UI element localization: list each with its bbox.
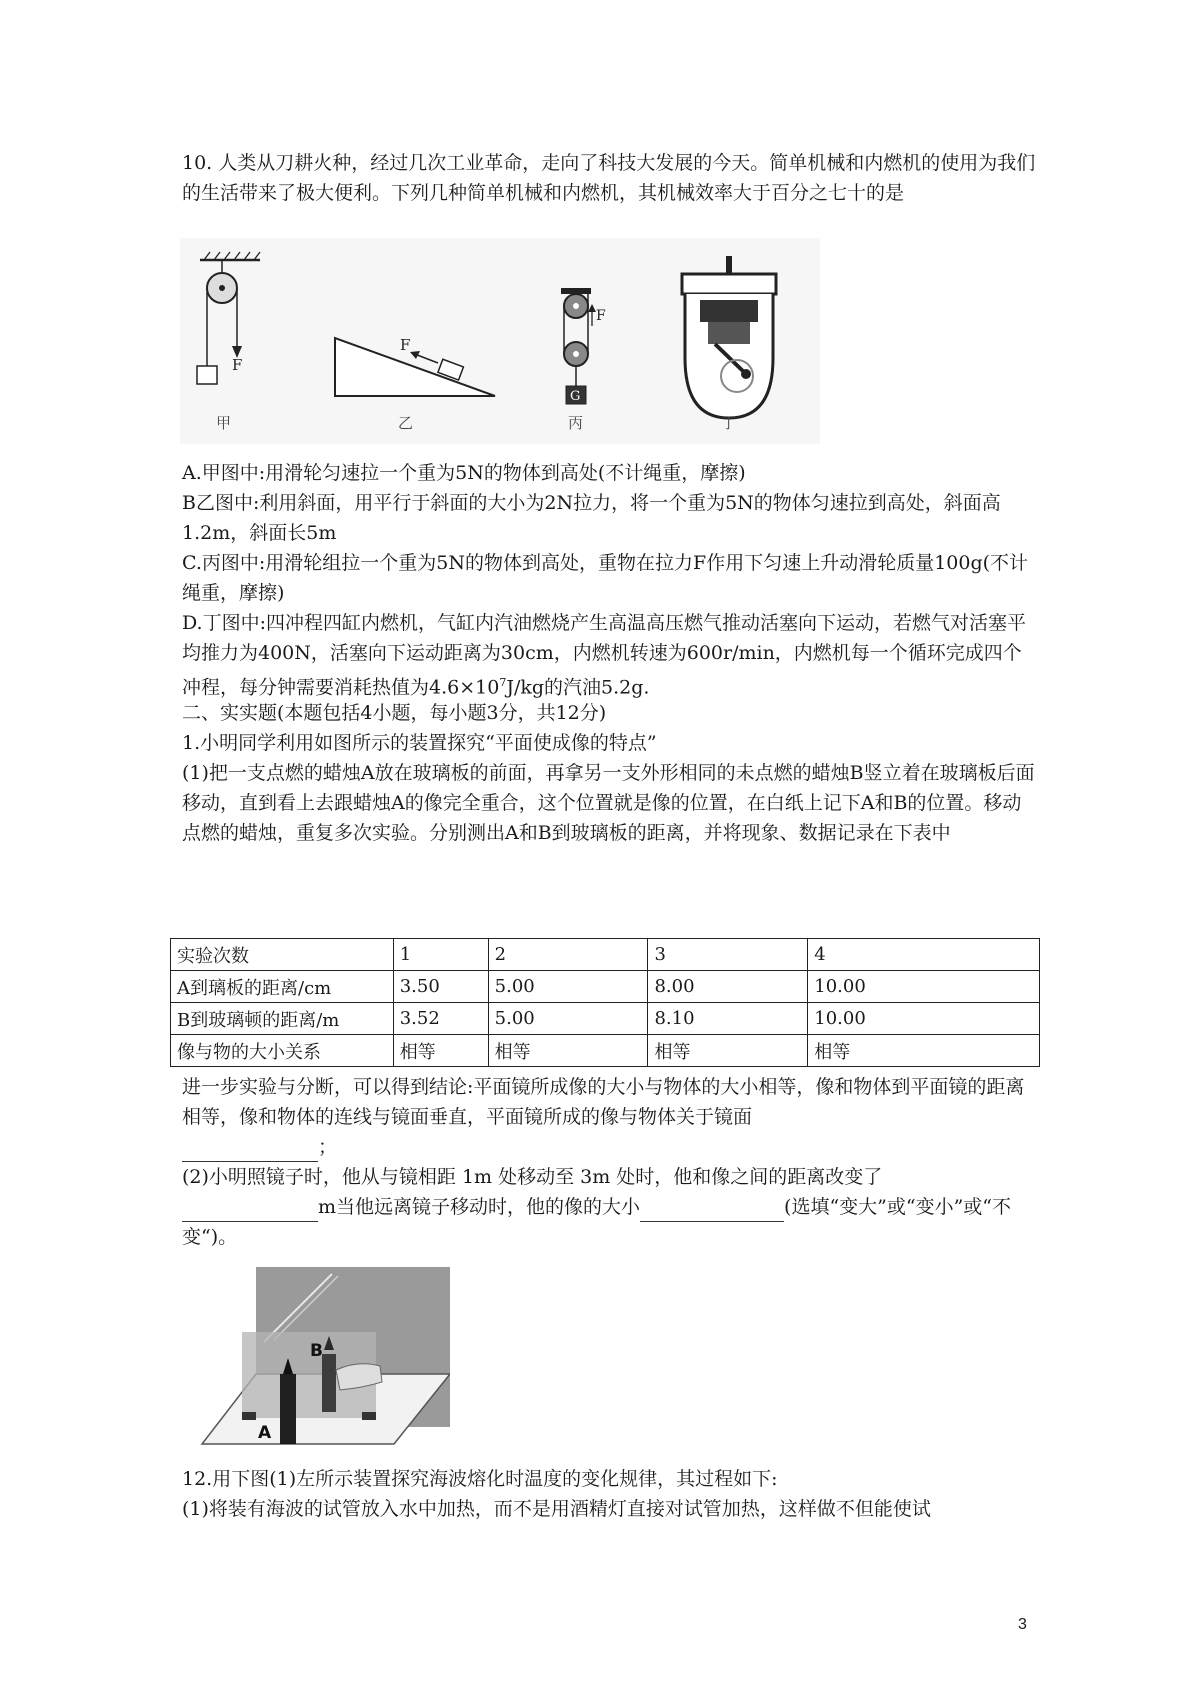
fig-bing-force-label: F [596, 308, 606, 324]
fig-jia-force-label: F [232, 356, 243, 374]
table-row [171, 939, 1040, 971]
table-cell: 相等 [648, 1035, 808, 1067]
table-cell: 8.00 [648, 971, 808, 1003]
table-cell: 相等 [808, 1035, 1040, 1067]
table-cell: 5.00 [488, 1003, 648, 1035]
option-d-text-1: D.丁图中:四冲程四缸内燃机，气缸内汽油燃烧产生高温高压燃气推动活塞向下运动，若燃气对活塞平均推力为400N，活塞向下运动距离为30cm，内燃机转速为600r/min，内燃机每一个循环完成四个冲程，每分钟需要消耗热值为4.6×10 [182, 612, 1026, 699]
option-d [182, 608, 1040, 702]
engine-diagram [682, 256, 776, 432]
experiment-table [170, 938, 1040, 1067]
section-heading: 二、实实题(本题包括4小题，每小题3分，共12分) [182, 702, 607, 724]
answer-blank-2[interactable] [182, 1199, 318, 1222]
candle-a-label: A [258, 1423, 272, 1443]
table-cell: 5.00 [488, 971, 648, 1003]
fig-bing-label: 丙 [568, 414, 584, 432]
table-cell: 相等 [488, 1035, 648, 1067]
table-cell: 4 [808, 939, 1040, 971]
answer-blank-3[interactable] [640, 1199, 784, 1222]
q1-title: 1.小明同学利用如图所示的装置探究“平面使成像的特点” [182, 732, 657, 754]
table-cell: 8.10 [648, 1003, 808, 1035]
fig-ding-label: 丁 [721, 414, 737, 432]
table-cell: 实验次数 [171, 939, 394, 971]
table-cell: 相等 [393, 1035, 488, 1067]
table-cell: A到璃板的距离/cm [171, 971, 394, 1003]
q12-title: 12.用下图(1)左所示装置探究海波熔化时温度的变化规律，其过程如下: [182, 1468, 778, 1490]
mirror-photo [182, 1262, 450, 1452]
q1-part1: (1)把一支点燃的蜡烛A放在玻璃板的前面，再拿另一支外形相同的未点燃的蜡烛B竖立着在玻璃板后面移动，直到看上去跟蜡烛A的像完全重合，这个位置就是像的位置，在白纸上记下A和B的位置。移动点燃的蜡烛，重复多次实验。分别测出A和B到玻璃板的距离，并将现象、数据记录在下表中 [182, 762, 1035, 844]
option-b: B乙图中:利用斜面，用平行于斜面的大小为2N拉力，将一个重为5N的物体匀速拉到高处，斜面高1.2m，斜面长5m [182, 492, 1001, 544]
table-cell: 3.50 [393, 971, 488, 1003]
table-cell: 3 [648, 939, 808, 971]
table-row [171, 971, 1040, 1003]
q12-part1: (1)将装有海波的试管放入水中加热，而不是用酒精灯直接对试管加热，这样做不但能使试 [182, 1498, 931, 1520]
q1-part2-text-c: (选填“变大”或“变小”或“不变“)。 [182, 1196, 1012, 1248]
q10-stem: 10. 人类从刀耕火种，经过几次工业革命，走向了科技大发展的今天。简单机械和内燃机的使用为我们的生活带来了极大便利。下列几种简单机械和内燃机，其机械效率大于百分之七十的是 [182, 152, 1036, 204]
table-row [171, 1003, 1040, 1035]
table-cell: B到玻璃顿的距离/m [171, 1003, 394, 1035]
table-cell: 10.00 [808, 1003, 1040, 1035]
option-d-text-2: J/kg的汽油5.2g. [506, 676, 650, 699]
option-c: C.丙图中:用滑轮组拉一个重为5N的物体到高处，重物在拉力F作用下匀速上升动滑轮质量100g(不计绳重，摩擦) [182, 552, 1029, 604]
fig-yi-label: 乙 [398, 414, 414, 432]
table-cell: 3.52 [393, 1003, 488, 1035]
q1-part2-text-b: m当他远离镜子移动时，他的像的大小 [318, 1196, 641, 1218]
table-cell: 像与物的大小关系 [171, 1035, 394, 1067]
machines-figure [180, 238, 820, 444]
q1-conclusion [182, 1072, 1040, 1162]
table-cell: 10.00 [808, 971, 1040, 1003]
q1-part2-text-a: (2)小明照镜子时，他从与镜相距 1m 处移动至 3m 处时，他和像之间的距离改变了 [182, 1166, 883, 1188]
table-cell: 1 [393, 939, 488, 971]
table-cell: 2 [488, 939, 648, 971]
machines-figure-svg [180, 238, 820, 444]
option-d-exponent: 7 [499, 676, 507, 689]
mirror-photo-svg [182, 1262, 450, 1452]
option-a: A.甲图中:用滑轮匀速拉一个重为5N的物体到高处(不计绳重，摩擦) [182, 462, 746, 484]
fig-yi-force-label: F [400, 336, 411, 354]
candle-b-label: B [310, 1341, 323, 1361]
table-row [171, 1035, 1040, 1067]
page-number: 3 [1018, 1616, 1027, 1633]
q1-part2 [182, 1162, 1040, 1252]
answer-blank-1[interactable] [182, 1139, 318, 1162]
fig-bing-weight-label: G [570, 389, 581, 404]
fig-jia-label: 甲 [216, 414, 232, 432]
q1-end-punct: ； [318, 1136, 338, 1158]
q1-conclusion-text: 进一步实验与分断，可以得到结论:平面镜所成像的大小与物体的大小相等，像和物体到平面镜的距离相等，像和物体的连线与镜面垂直，平面镜所成的像与物体关于镜面 [182, 1076, 1025, 1128]
